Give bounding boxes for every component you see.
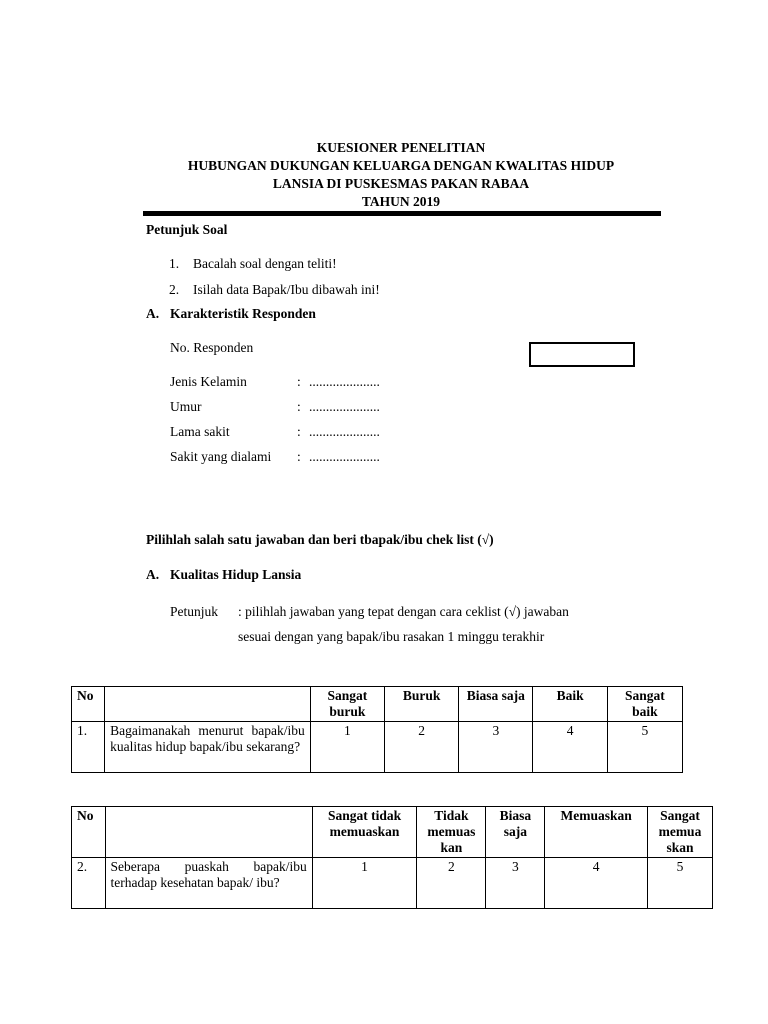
score-option[interactable]: 1 (310, 722, 384, 773)
petunjuk-line-1: : pilihlah jawaban yang tepat dengan cara ceklist (√) jawaban (238, 604, 569, 619)
score-option[interactable]: 5 (607, 722, 682, 773)
table-header: No (72, 807, 106, 858)
health-satisfaction-table (71, 806, 713, 909)
score-option[interactable]: 4 (533, 722, 607, 773)
field-separator: : (297, 374, 301, 389)
table-header (105, 807, 312, 858)
section-b-letter: A. (146, 567, 160, 582)
field-value[interactable]: ..................... (309, 374, 380, 389)
table-row (72, 858, 713, 909)
table-header: Baik (533, 687, 607, 722)
field-value[interactable]: ..................... (309, 399, 380, 414)
no-responden-label: No. Responden (170, 340, 254, 355)
field-label: Lama sakit (170, 424, 230, 439)
field-separator: : (297, 449, 301, 464)
petunjuk-soal-title: Petunjuk Soal (146, 222, 228, 237)
question-text: Bagaimanakah menurut bapak/ibu kualitas hidup bapak/ibu sekarang? (105, 722, 311, 773)
field-label: Sakit yang dialami (170, 449, 272, 464)
field-separator: : (297, 424, 301, 439)
section-b-title: Kualitas Hidup Lansia (170, 567, 302, 582)
header-line-1: KUESIONER PENELITIAN (316, 140, 486, 155)
list-number: 1. (169, 256, 180, 271)
table-header (105, 687, 311, 722)
header-line-3: LANSIA DI PUSKESMAS PAKAN RABAA (272, 176, 530, 191)
row-number: 2. (72, 858, 106, 909)
score-option[interactable]: 1 (312, 858, 417, 909)
header-line-2: HUBUNGAN DUKUNGAN KELUARGA DENGAN KWALITAS HIDUP (187, 158, 615, 173)
field-label: Jenis Kelamin (170, 374, 247, 389)
table-header: Sangat baik (607, 687, 682, 722)
section-a-letter: A. (146, 306, 160, 321)
list-item (169, 282, 179, 298)
table-header: Sangat tidak memuaskan (312, 807, 417, 858)
quality-of-life-table (71, 686, 683, 773)
table-header: Biasa saja (486, 807, 545, 858)
table-header: No (72, 687, 105, 722)
section-a-title: Karakteristik Responden (170, 306, 316, 321)
field-value[interactable]: ..................... (309, 424, 380, 439)
table-header: Buruk (385, 687, 459, 722)
petunjuk-label: Petunjuk (170, 604, 219, 619)
score-option[interactable]: 5 (647, 858, 712, 909)
document-header (0, 139, 768, 211)
table-row (72, 722, 683, 773)
field-label: Umur (170, 399, 202, 414)
instruction-text: Pilihlah salah satu jawaban dan beri tbapak/ibu chek list (√) (146, 532, 494, 547)
table-header-row (72, 687, 683, 722)
question-text: Seberapa puaskah bapak/ibu terhadap kesehatan bapak/ ibu? (105, 858, 312, 909)
table-header: Sangat buruk (310, 687, 384, 722)
score-option[interactable]: 3 (486, 858, 545, 909)
score-option[interactable]: 3 (459, 722, 533, 773)
score-option[interactable]: 2 (385, 722, 459, 773)
score-option[interactable]: 4 (545, 858, 648, 909)
score-option[interactable]: 2 (417, 858, 486, 909)
no-responden-box[interactable] (529, 342, 635, 367)
list-number: 2. (169, 282, 180, 297)
list-item-text: Bacalah soal dengan teliti! (193, 256, 337, 271)
header-divider (143, 211, 661, 216)
row-number: 1. (72, 722, 105, 773)
petunjuk-line-2: sesuai dengan yang bapak/ibu rasakan 1 minggu terakhir (238, 629, 545, 644)
table-header-row (72, 807, 713, 858)
list-item-text: Isilah data Bapak/Ibu dibawah ini! (193, 282, 380, 297)
table-header: Sangat memua skan (647, 807, 712, 858)
field-separator: : (297, 399, 301, 414)
field-value[interactable]: ..................... (309, 449, 380, 464)
table-header: Tidak memuas kan (417, 807, 486, 858)
table-header: Memuaskan (545, 807, 648, 858)
list-item (169, 256, 179, 272)
header-line-4: TAHUN 2019 (361, 194, 441, 209)
table-header: Biasa saja (459, 687, 533, 722)
